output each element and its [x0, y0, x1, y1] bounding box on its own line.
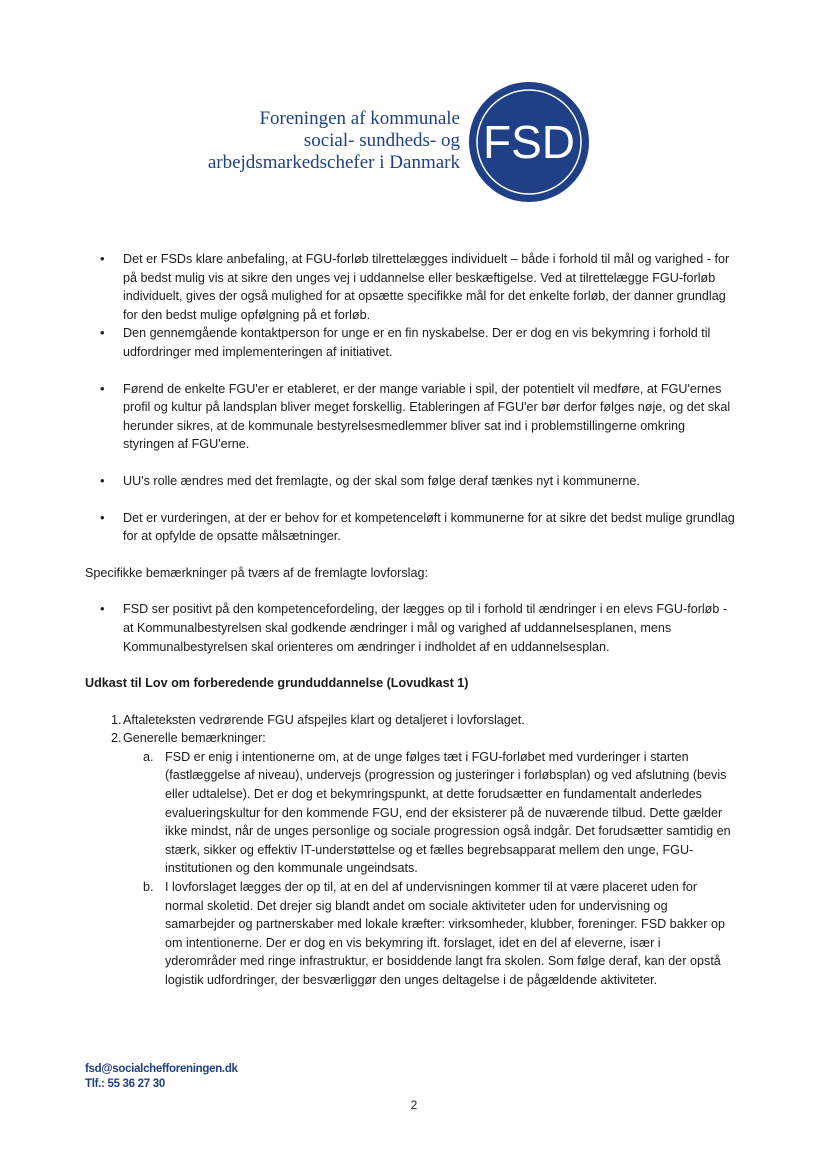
letterhead	[0, 0, 828, 200]
item-text: FSD er enig i intentionerne om, at de unge følges tæt i FGU-forløbet med vurderinger i starten (fastlæggelse af niveau), undervejs (progression og justeringer i forløbsplan) og ved afslutning (bevis eller udtalelse). Det er dog et bekymringspunkt, at dette forudsætter en fundamentalt anderledes evalueringskultur for den kommende FGU, end der eksisterer på de nuværende tilbud. Dette gælder ikke mindst, når de unges personlige og sociale progression også indgår. Det forudsætter samtidig en stærk, sikker og effektiv IT-understøttelse og et fælles begrebsapparat mellem den unge, FGU-institutionen og den kommunale ungeindsats.	[165, 749, 731, 876]
list-item: • Førend de enkelte FGU'er er etableret, er der mange variable i spil, der potentielt vil medføre, at FGU'ernes profil og kultur på landsplan bliver meget forskellig. Etableringen af FGU'er bør derfor følges nøje, og det skal herunder sikres, at de kommunale bestyrelsesmedlemmer bliver sat ind i problemstillingerne omkring styringen af FGU'erne.	[85, 380, 735, 454]
numbered-list	[85, 711, 735, 990]
item-text: Generelle bemærkninger:	[123, 731, 266, 746]
org-name-line-2: social- sundheds- og	[303, 130, 460, 151]
fsd-logo-text: FSD	[483, 116, 575, 168]
specific-bullets	[85, 600, 735, 656]
list-item	[85, 729, 735, 989]
section-heading: Udkast til Lov om forberedende grunduddannelse (Lovudkast 1)	[85, 676, 469, 691]
item-letter: a.	[143, 749, 154, 764]
list-item: • Den gennemgående kontaktperson for unge er en fin nyskabelse. Der er dog en vis bekymring i forhold til udfordringer med implementeringen af initiativet.	[85, 324, 735, 361]
sub-list	[123, 748, 735, 990]
list-item	[123, 748, 735, 878]
page-number: 2	[410, 1098, 418, 1112]
list-item: • FSD ser positivt på den kompetencefordeling, der lægges op til i forhold til ændringer i en elevs FGU-forløb - at Kommunalbestyrelsen skal godkende ændringer i mål og varighed af uddannelsesplanen, mens Kommunalbestyrelsen skal orienteres om ændringer i indholdet af en uddannelsesplan.	[85, 600, 735, 656]
item-number: 1.	[111, 712, 122, 727]
org-name-line-3: arbejdsmarkedschefer i Danmark	[207, 152, 460, 173]
item-letter: b.	[143, 880, 154, 895]
list-item	[85, 711, 735, 730]
list-item: • Det er FSDs klare anbefaling, at FGU-forløb tilrettelægges individuelt – både i forhold til mål og varighed - for på bedst mulig vis at sikre den unges vej i uddannelse eller beskæftigelse. Ved at tilrettelægge FGU-forløb individuelt, gives der også mulighed for at opsætte specifikke mål for det enkelte forløb, der danner grundlag for den bedst mulige opfølgning på et forløb.	[85, 250, 735, 324]
item-text: I lovforslaget lægges der op til, at en del af undervisningen kommer til at være placeret uden for normal skoletid. Det drejer sig blandt andet om sociale aktiviteter uden for undervisning og samarbejder og partnerskaber med lokale kræfter: virksomheder, klubber, foreninger. FSD bakker op om intentionerne. Der er dog en vis bekymring ift. forslaget, idet en del af eleverne, især i yderområder med ringe infrastruktur, er bosiddende langt fra skolen. Som følge deraf, kan der opstå logistik udfordringer, der besværliggør den unges deltagelse i de pågældende aktiviteter.	[165, 880, 725, 987]
specific-remarks-heading: Specifikke bemærkninger på tværs af de fremlagte lovforslag:	[85, 565, 428, 580]
item-text: Aftaleteksten vedrørende FGU afspejles klart og detaljeret i lovforslaget.	[123, 712, 525, 727]
contact-footer	[85, 1062, 238, 1092]
letter-body	[85, 250, 735, 990]
list-item: • Det er vurderingen, at der er behov for et kompetenceløft i kommunerne for at sikre det bedst mulige grundlag for at opfylde de opsatte målsætninger.	[85, 509, 735, 546]
footer-phone: Tlf.: 55 36 27 30	[85, 1078, 165, 1090]
org-name-line-1: Foreningen af kommunale	[259, 108, 460, 129]
general-bullets	[85, 250, 735, 546]
fsd-logo	[467, 80, 591, 204]
list-item	[123, 878, 735, 990]
item-number: 2.	[111, 731, 122, 746]
organization-name	[208, 108, 460, 174]
footer-email: fsd@socialchefforeningen.dk	[85, 1063, 238, 1075]
list-item: • UU's rolle ændres med det fremlagte, og der skal som følge deraf tænkes nyt i kommunerne.	[85, 472, 735, 491]
